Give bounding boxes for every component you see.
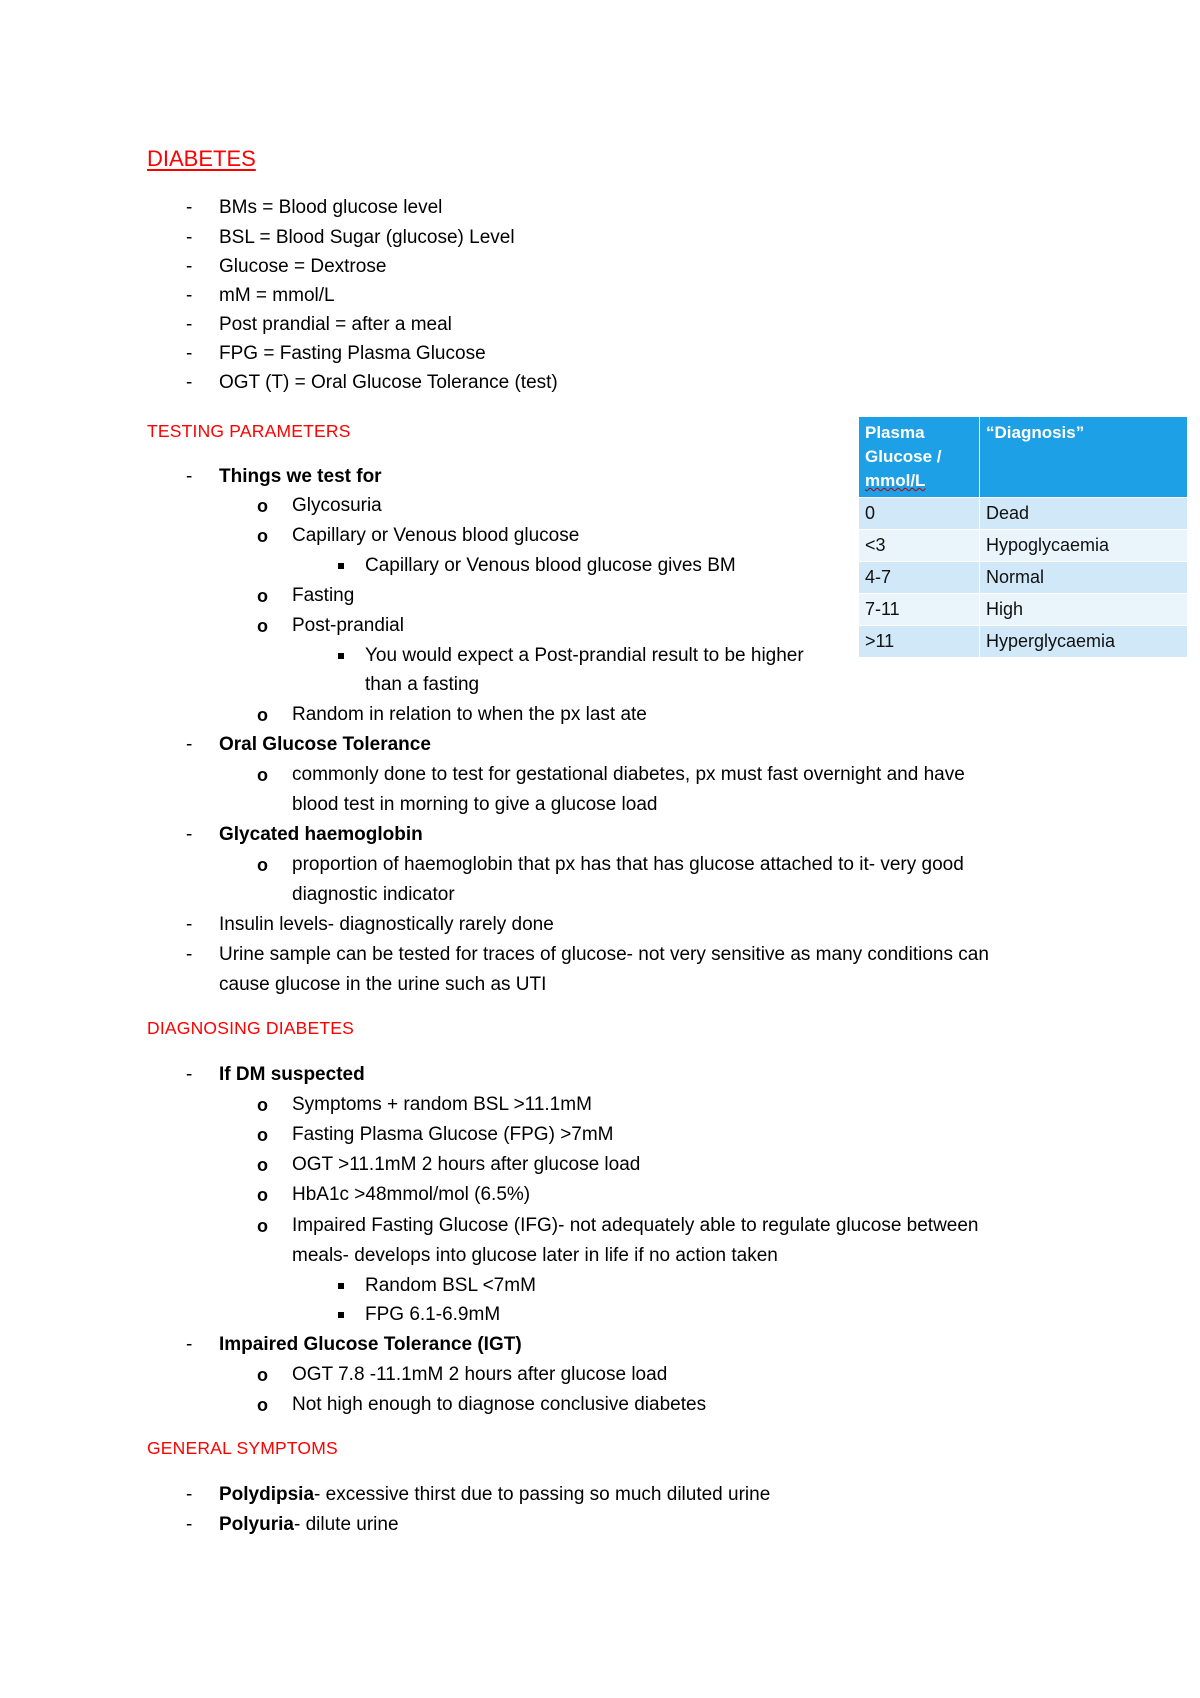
table-cell-range: <3 xyxy=(859,530,980,562)
bullet-circle: o xyxy=(257,1185,268,1205)
list-item: BMs = Blood glucose level xyxy=(219,197,443,218)
table-cell-range: >11 xyxy=(859,626,980,658)
list-item: Capillary or Venous blood glucose gives BM xyxy=(365,555,736,576)
section-heading-testing: TESTING PARAMETERS xyxy=(147,421,351,441)
list-item-label: Oral Glucose Tolerance xyxy=(219,734,431,755)
table-cell-diagnosis: Normal xyxy=(980,562,1188,594)
term-polyuria: Polyuria xyxy=(219,1514,294,1535)
list-item xyxy=(219,1513,399,1537)
bullet-circle: o xyxy=(257,1216,268,1236)
list-item-label: Things we test for xyxy=(219,466,382,487)
table-cell-range: 0 xyxy=(859,498,980,530)
list-item: Random in relation to when the px last ate xyxy=(292,704,647,725)
list-item: proportion of haemoglobin that px has that has glucose attached to it- very good xyxy=(292,854,964,875)
bullet-circle: o xyxy=(257,1155,268,1175)
bullet-square xyxy=(338,1312,344,1318)
bullet-dash: - xyxy=(186,824,193,845)
list-item-label: Glycated haemoglobin xyxy=(219,824,423,845)
list-item: Not high enough to diagnose conclusive diabetes xyxy=(292,1394,707,1415)
bullet-dash: - xyxy=(186,285,193,306)
list-item: Impaired Fasting Glucose (IFG)- not adequately able to regulate glucose between xyxy=(292,1215,979,1236)
list-item: OGT 7.8 -11.1mM 2 hours after glucose load xyxy=(292,1364,668,1385)
bullet-circle: o xyxy=(257,586,268,606)
list-item: Fasting Plasma Glucose (FPG) >7mM xyxy=(292,1124,614,1145)
table-header-plasma-glucose xyxy=(859,417,980,498)
term-definition: - dilute urine xyxy=(293,1514,399,1535)
list-item-continuation: cause glucose in the urine such as UTI xyxy=(219,974,547,995)
list-item-label: If DM suspected xyxy=(219,1064,365,1085)
header-text: Glucose / xyxy=(865,447,942,466)
list-item-continuation: than a fasting xyxy=(365,674,480,695)
list-item: Glycosuria xyxy=(292,495,382,516)
term-definition: - excessive thirst due to passing so much diluted urine xyxy=(314,1484,771,1505)
list-item: Urine sample can be tested for traces of glucose- not very sensitive as many conditions can xyxy=(219,944,989,965)
bullet-dash: - xyxy=(186,227,193,248)
table-cell-diagnosis: Hyperglycaemia xyxy=(980,626,1188,658)
bullet-square xyxy=(338,1283,344,1289)
list-item: Fasting xyxy=(292,585,355,606)
bullet-circle: o xyxy=(257,526,268,546)
bullet-dash: - xyxy=(186,1484,193,1505)
list-item: FPG 6.1-6.9mM xyxy=(365,1304,501,1325)
list-item-continuation: diagnostic indicator xyxy=(292,884,455,905)
bullet-dash: - xyxy=(186,256,193,277)
document-title: DIABETES xyxy=(147,146,256,171)
list-item: HbA1c >48mmol/mol (6.5%) xyxy=(292,1184,531,1205)
list-item: OGT >11.1mM 2 hours after glucose load xyxy=(292,1154,641,1175)
bullet-dash: - xyxy=(186,372,193,393)
bullet-dash: - xyxy=(186,1514,193,1535)
list-item xyxy=(219,1483,770,1507)
list-item: Glucose = Dextrose xyxy=(219,256,387,277)
bullet-dash: - xyxy=(186,343,193,364)
table-cell-range: 7-11 xyxy=(859,594,980,626)
bullet-dash: - xyxy=(186,314,193,335)
table-row xyxy=(859,498,1188,530)
section-heading-diagnosing: DIAGNOSING DIABETES xyxy=(147,1018,355,1038)
bullet-circle: o xyxy=(257,765,268,785)
term-polydipsia: Polydipsia xyxy=(219,1484,315,1505)
bullet-circle: o xyxy=(257,496,268,516)
list-item: Insulin levels- diagnostically rarely done xyxy=(219,914,554,935)
list-item: Capillary or Venous blood glucose xyxy=(292,525,580,546)
header-text: Plasma xyxy=(865,423,925,442)
bullet-dash: - xyxy=(186,1334,193,1355)
list-item: Random BSL <7mM xyxy=(365,1275,536,1296)
list-item: BSL = Blood Sugar (glucose) Level xyxy=(219,227,515,248)
header-text: mmol/L xyxy=(865,471,926,490)
table-header-row xyxy=(859,417,1188,498)
section-heading-symptoms: GENERAL SYMPTOMS xyxy=(147,1438,338,1458)
bullet-square xyxy=(338,563,344,569)
bullet-circle: o xyxy=(257,705,268,725)
list-item: You would expect a Post-prandial result to be higher xyxy=(365,645,804,666)
table-cell-diagnosis: Dead xyxy=(980,498,1188,530)
bullet-circle: o xyxy=(257,855,268,875)
bullet-circle: o xyxy=(257,1365,268,1385)
list-item: Symptoms + random BSL >11.1mM xyxy=(292,1094,592,1115)
bullet-dash: - xyxy=(186,197,193,218)
list-item-continuation: meals- develops into glucose later in life if no action taken xyxy=(292,1245,778,1266)
table-row xyxy=(859,626,1188,658)
list-item: mM = mmol/L xyxy=(219,285,335,306)
table-header-diagnosis: “Diagnosis” xyxy=(980,417,1188,498)
bullet-dash: - xyxy=(186,1064,193,1085)
glucose-diagnosis-table xyxy=(858,416,1188,658)
list-item: OGT (T) = Oral Glucose Tolerance (test) xyxy=(219,372,558,393)
bullet-dash: - xyxy=(186,944,193,965)
bullet-dash: - xyxy=(186,914,193,935)
table-cell-diagnosis: Hypoglycaemia xyxy=(980,530,1188,562)
table-cell-range: 4-7 xyxy=(859,562,980,594)
bullet-circle: o xyxy=(257,616,268,636)
list-item-continuation: blood test in morning to give a glucose load xyxy=(292,794,658,815)
list-item: Post prandial = after a meal xyxy=(219,314,452,335)
bullet-square xyxy=(338,653,344,659)
bullet-circle: o xyxy=(257,1395,268,1415)
bullet-dash: - xyxy=(186,466,193,487)
table-cell-diagnosis: High xyxy=(980,594,1188,626)
bullet-circle: o xyxy=(257,1095,268,1115)
list-item: commonly done to test for gestational diabetes, px must fast overnight and have xyxy=(292,764,965,785)
table-row xyxy=(859,530,1188,562)
table-row xyxy=(859,562,1188,594)
list-item: Post-prandial xyxy=(292,615,404,636)
list-item-label: Impaired Glucose Tolerance (IGT) xyxy=(219,1334,522,1355)
bullet-circle: o xyxy=(257,1125,268,1145)
bullet-dash: - xyxy=(186,734,193,755)
list-item: FPG = Fasting Plasma Glucose xyxy=(219,343,486,364)
table-row xyxy=(859,594,1188,626)
